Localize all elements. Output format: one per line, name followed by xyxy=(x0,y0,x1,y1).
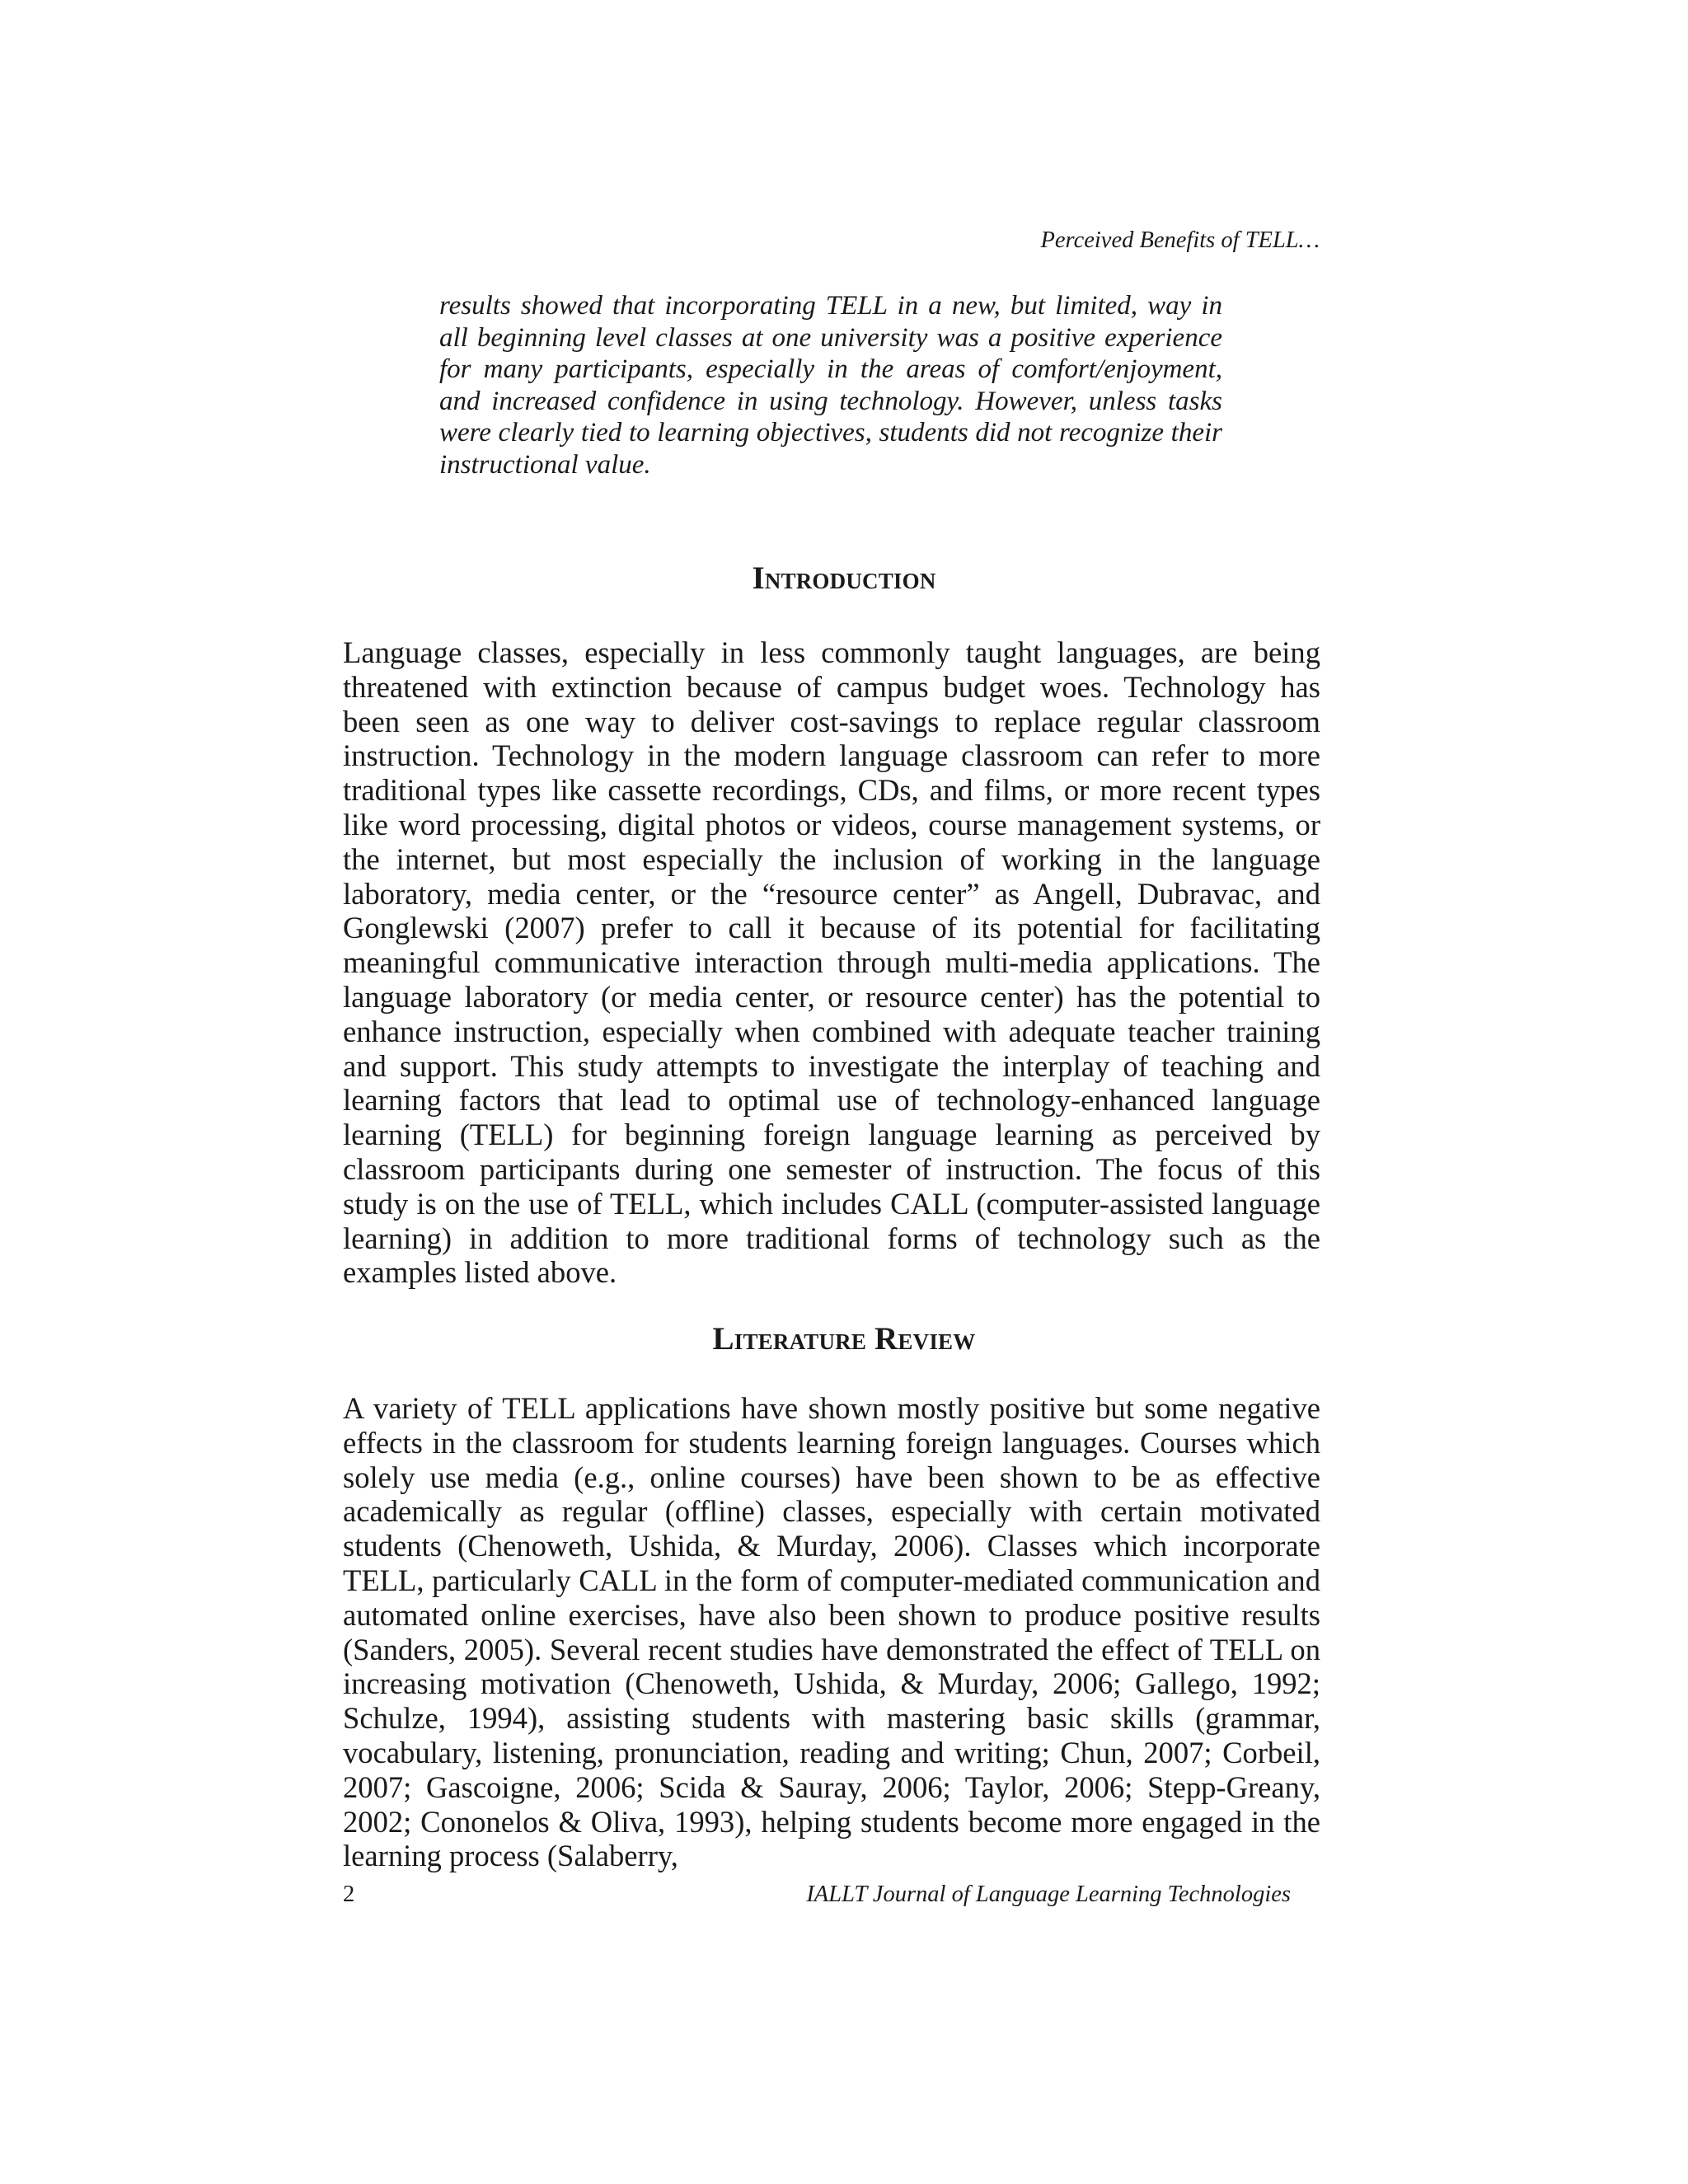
running-title: Perceived Benefits of TELL… xyxy=(1040,227,1320,253)
section-heading-literature-review: Literature Review xyxy=(712,1321,976,1357)
introduction-paragraph: Language classes, especially in less commonly taught languages, are being threatened with extinction because of campus budget woes. Technology has been seen as one way to deliver cost-savings to replace regular classroom instruction. Technology in the modern language classroom can refer to more traditional types like cassette recordings, CDs, and films, or more recent types like word processing, digital photos or videos, course management systems, or the internet, but most especially the inclusion of working in the language laboratory, media center, or the “resource center” as Angell, Dubravac, and Gonglewski (2007) prefer to call it because of its potential for facilitating meaningful communicative interaction through multi-media applications. The language laboratory (or media center, or resource center) has the potential to enhance instruction, especially when combined with adequate teacher training and support. This study attempts to investigate the interplay of teaching and learning factors that lead to optimal use of technology-enhanced language learning (TELL) for beginning foreign language learning as perceived by classroom participants during one semester of instruction. The focus of this study is on the use of TELL, which includes CALL (computer-assisted language learning) in addition to more traditional forms of technology such as the examples listed above. xyxy=(343,635,1320,1290)
page-number: 2 xyxy=(343,1882,355,1907)
section-heading-introduction: Introduction xyxy=(752,560,936,596)
literature-review-paragraph: A variety of TELL applications have shown mostly positive but some negative effects in the classroom for students learning foreign languages. Courses which solely use media (e.g., online courses) have been shown to be as effective academically as regular (offline) classes, especially with certain motivated students (Chenoweth, Ushida, & Murday, 2006). Classes which incorporate TELL, particularly CALL in the form of computer-mediated communication and automated online exercises, have also been shown to produce positive results (Sanders, 2005). Several recent studies have demonstrated the effect of TELL on increasing motivation (Chenoweth, Ushida, & Murday, 2006; Gallego, 1992; Schulze, 1994), assisting students with mastering basic skills (grammar, vocabulary, listening, pronunciation, reading and writing; Chun, 2007; Corbeil, 2007; Gascoigne, 2006; Scida & Sauray, 2006; Taylor, 2006; Stepp-Greany, 2002; Cononelos & Oliva, 1993), helping students become more engaged in the learning process (Salaberry, xyxy=(343,1391,1320,1873)
journal-name: IALLT Journal of Language Learning Technologies xyxy=(806,1882,1291,1907)
abstract-continuation: results showed that incorporating TELL in a new, but limited, way in all beginning level classes at one university was a positive experience for many participants, especially in the areas of comfort/enjoyment, and increased confidence in using technology. However, unless tasks were clearly tied to learning objectives, students did not recognize their instructional value. xyxy=(439,291,1222,480)
